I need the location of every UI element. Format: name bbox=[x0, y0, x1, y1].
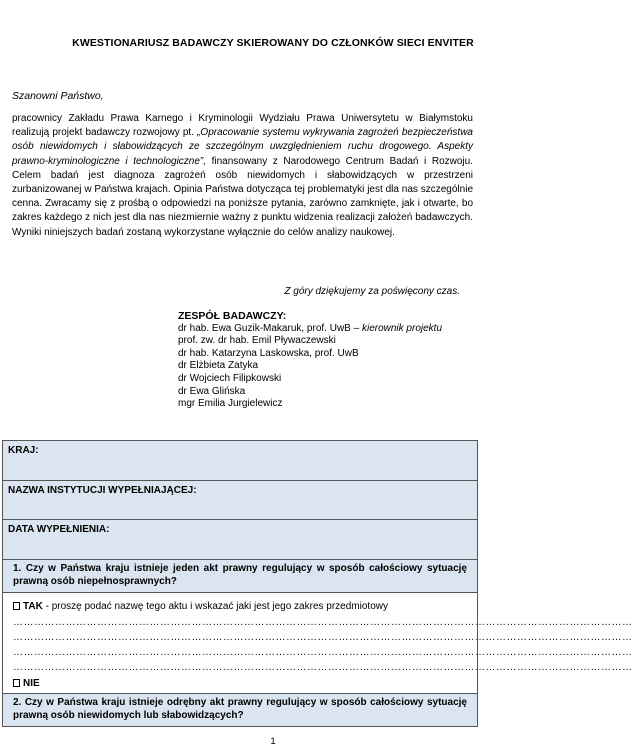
team-leader-role: kierownik projektu bbox=[361, 322, 443, 334]
team-member: mgr Emilia Jurgielewicz bbox=[178, 398, 283, 410]
team-leader-name: dr hab. Ewa Guzik-Makaruk, prof. UwB – bbox=[178, 322, 362, 334]
answer-line[interactable]: …………………………………………………………………………………………………………………………………………………………… bbox=[13, 617, 633, 628]
team-member: prof. zw. dr hab. Emil Pływaczewski bbox=[178, 335, 336, 347]
country-label: KRAJ: bbox=[8, 445, 39, 456]
team-member: dr Elżbieta Zatyka bbox=[178, 360, 259, 372]
page-number: 1 bbox=[270, 736, 276, 747]
checkbox-icon[interactable] bbox=[13, 679, 20, 687]
question-1-answers bbox=[3, 593, 633, 693]
date-field[interactable] bbox=[2, 519, 478, 559]
country-field[interactable] bbox=[2, 440, 478, 480]
intro-paragraph bbox=[12, 112, 473, 240]
date-label: DATA WYPEŁNIENIA: bbox=[8, 524, 110, 535]
q1-yes-label: TAK bbox=[23, 601, 43, 612]
answer-line[interactable]: …………………………………………………………………………………………………………………………………………………………… bbox=[13, 647, 633, 658]
question-1-text: 1. Czy w Państwa kraju istnieje jeden akt prawny regulujący w sposób całościowy sytuację prawną osób niepełnosprawnych? bbox=[3, 560, 477, 593]
institution-field[interactable] bbox=[2, 480, 478, 519]
answer-line[interactable]: …………………………………………………………………………………………………………………………………………………………… bbox=[13, 632, 633, 643]
q1-option-no[interactable] bbox=[13, 678, 467, 689]
q1-no-label: NIE bbox=[23, 678, 40, 689]
intro-text-2: finansowany z Narodowego Centrum Badań i Rozwoju. Celem badań jest diagnoza zagrożeń osób niewidomych i słabowidzących w przestrzeni zurbanizowanej w Państwa krajach. Opinia Państwa dotycząca tej problematyki jest dla nas szczególnie cenna. Zwracamy się z prośbą o odpowiedzi na poniższe pytania, zarówno zamknięte, jak i otwarte, bo zakres każdego z nich jest dla nas niezmiernie ważny z punktu widzenia realizacji założeń badawczych. Wyniki niniejszych badań zostaną wykorzystane wyłącznie do celów analizy naukowej. bbox=[12, 155, 473, 238]
questionnaire-form bbox=[2, 440, 633, 727]
greeting: Szanowni Państwo, bbox=[12, 90, 104, 102]
project-title: „Opracowanie systemu wykrywania zagrożeń bezpieczeństwa osób niewidomych i słabowidzących ze szczególnym uwzględnieniem ruchu drogowego. Aspekty prawno-kryminologiczne i technologiczne”, bbox=[12, 127, 473, 167]
thanks-note: Z góry dziękujemy za poświęcony czas. bbox=[284, 286, 460, 297]
research-team bbox=[178, 310, 442, 411]
team-member: dr Ewa Glińska bbox=[178, 385, 246, 397]
team-leader bbox=[178, 323, 442, 336]
question-1 bbox=[2, 559, 633, 693]
q1-yes-description: - proszę podać nazwę tego aktu i wskazać jaki jest jego zakres przedmiotowy bbox=[42, 601, 388, 612]
answer-line[interactable]: …………………………………………………………………………………………………………………………………………………………… bbox=[13, 662, 633, 673]
team-member: dr hab. Katarzyna Laskowska, prof. UwB bbox=[178, 347, 359, 359]
team-member: dr Wojciech Filipkowski bbox=[178, 372, 282, 384]
intro-text-1: pracownicy Zakładu Prawa Karnego i Kryminologii Wydziału Prawa Uniwersytetu w Białymstoku realizują projekt badawczy rozwojowy pt. bbox=[12, 113, 473, 139]
q1-option-yes[interactable] bbox=[13, 601, 467, 612]
document-title: KWESTIONARIUSZ BADAWCZY SKIEROWANY DO CZŁONKÓW SIECI ENVITER bbox=[72, 37, 474, 49]
question-2-text: 2. Czy w Państwa kraju istnieje odrębny akt prawny regulujący w sposób całościowy sytuację prawną osób niewidomych lub słabowidzących? bbox=[3, 694, 477, 726]
question-2 bbox=[2, 693, 478, 727]
checkbox-icon[interactable] bbox=[13, 602, 20, 610]
institution-label: NAZWA INSTYTUCJI WYPEŁNIAJĄCEJ: bbox=[8, 485, 197, 496]
team-heading: ZESPÓŁ BADAWCZY: bbox=[178, 310, 287, 322]
